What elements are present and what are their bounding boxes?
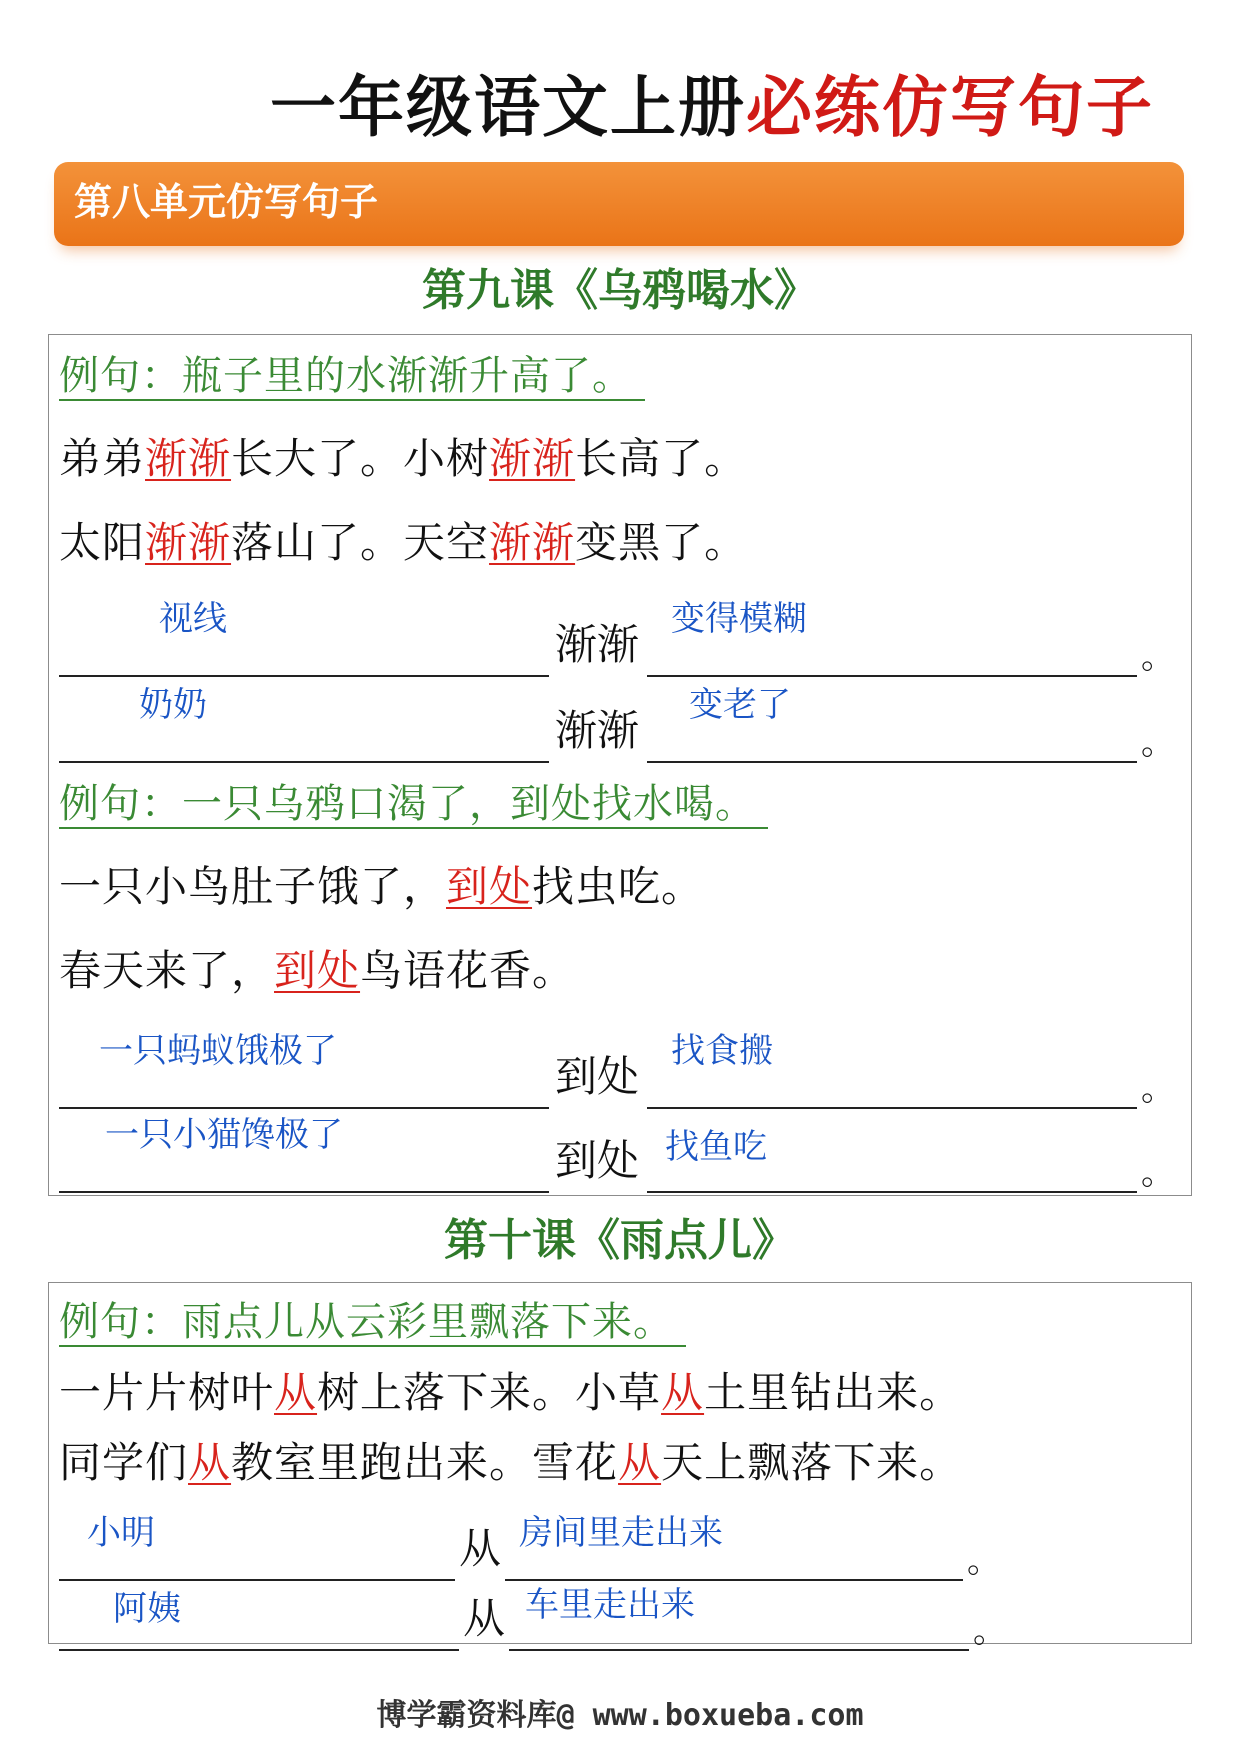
fill-keyword: 到处 xyxy=(555,1136,640,1185)
answer-text: 小明 xyxy=(87,1513,155,1553)
title-black: 一年级语文上册 xyxy=(270,68,746,146)
fill-blank-row: 视线 渐渐 变得模糊 。 xyxy=(59,597,1179,677)
unit-banner xyxy=(54,162,1184,246)
fill-blank-row: 一只蚂蚁饿极了 到处 找食搬 。 xyxy=(59,1029,1179,1109)
fill-keyword: 渐渐 xyxy=(555,706,640,755)
fill-keyword: 从 xyxy=(463,1594,506,1643)
footer-watermark: 博学霸资料库@ www.boxueba.com xyxy=(376,1698,864,1733)
answer-text: 一只小猫馋极了 xyxy=(105,1115,343,1155)
keyword: 渐渐 xyxy=(145,518,232,567)
keyword: 到处 xyxy=(274,946,361,995)
keyword: 渐渐 xyxy=(489,518,576,567)
answer-text: 房间里走出来 xyxy=(519,1513,723,1553)
keyword: 从 xyxy=(274,1368,318,1417)
fill-keyword: 到处 xyxy=(555,1052,640,1101)
fill-blank-row: 一只小猫馋极了 到处 找鱼吃 。 xyxy=(59,1113,1179,1193)
keyword: 从 xyxy=(661,1368,705,1417)
title-red: 必练仿写句子 xyxy=(746,68,1154,146)
keyword: 渐渐 xyxy=(145,434,232,483)
example-sentence-2: 例句：一只乌鸦口渴了，到处找水喝。 xyxy=(59,775,768,832)
fill-blank-row: 阿姨 从 车里走出来 。 xyxy=(59,1571,1179,1651)
example-sentence-1: 例句：瓶子里的水渐渐升高了。 xyxy=(59,347,645,404)
sentence-row: 弟弟渐渐长大了。小树渐渐长高了。 xyxy=(59,434,748,483)
page-title xyxy=(270,62,1170,152)
answer-text: 变老了 xyxy=(689,685,791,725)
answer-text: 奶奶 xyxy=(139,685,207,725)
fill-keyword: 从 xyxy=(459,1524,502,1573)
sentence-row: 一片片树叶从树上落下来。小草从土里钻出来。 xyxy=(59,1368,963,1417)
lesson10-box xyxy=(48,1282,1192,1651)
answer-text: 找鱼吃 xyxy=(665,1127,767,1167)
answer-text: 车里走出来 xyxy=(525,1585,695,1625)
sentence-row: 一只小鸟肚子饿了，到处找虫吃。 xyxy=(59,862,705,911)
answer-text: 视线 xyxy=(159,599,227,639)
fill-blank-row: 奶奶 渐渐 变老了 。 xyxy=(59,683,1179,763)
sentence-row: 春天来了，到处鸟语花香。 xyxy=(59,946,576,995)
keyword: 从 xyxy=(188,1438,232,1487)
fill-keyword: 渐渐 xyxy=(555,620,640,669)
sentence-row: 同学们从教室里跑出来。雪花从天上飘落下来。 xyxy=(59,1438,963,1487)
answer-text: 变得模糊 xyxy=(671,599,807,639)
unit-banner-label: 第八单元仿写句子 xyxy=(74,179,379,224)
fill-blank-row: 小明 从 房间里走出来 。 xyxy=(59,1501,1179,1581)
lesson9-title: 第九课《乌鸦喝水》 xyxy=(422,265,818,316)
lesson9-box xyxy=(48,334,1192,1196)
keyword: 渐渐 xyxy=(489,434,576,483)
answer-text: 找食搬 xyxy=(671,1031,773,1071)
answer-text: 一只蚂蚁饿极了 xyxy=(99,1031,337,1071)
keyword: 到处 xyxy=(446,862,533,911)
sentence-row: 太阳渐渐落山了。天空渐渐变黑了。 xyxy=(59,518,748,567)
keyword: 从 xyxy=(618,1438,662,1487)
lesson10-title: 第十课《雨点儿》 xyxy=(444,1215,796,1266)
example-sentence-3: 例句：雨点儿从云彩里飘落下来。 xyxy=(59,1293,686,1350)
answer-text: 阿姨 xyxy=(113,1589,181,1629)
